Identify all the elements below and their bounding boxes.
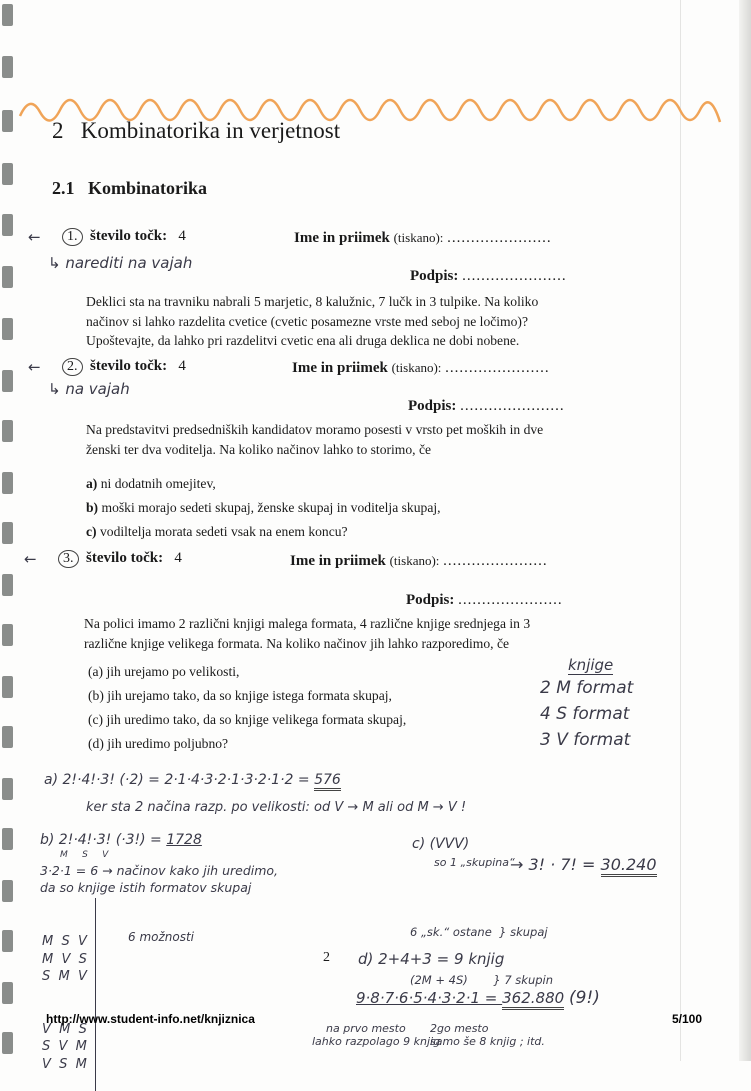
signature-field[interactable] — [408, 398, 565, 415]
list-item: a) ni dodatnih omejitev, — [86, 476, 216, 491]
solution-c-formula: → 3! · 7! = 30.240 — [510, 855, 657, 874]
chapter-heading — [52, 118, 340, 144]
handwritten-books-table: knjige 2 M format 4 S format 3 V format — [540, 656, 634, 750]
solution-d-formula: 9·8·7·6·5·4·3·2·1 = 362.880 (9!) — [356, 988, 600, 1008]
solution-c-explanation: 6 „sk.“ ostane } skupaj (2M + 4S) } 7 skupin — [410, 925, 554, 987]
name-dots: ...................... — [443, 553, 548, 569]
chapter-number: 2 — [52, 118, 64, 143]
points-value: 4 — [178, 358, 186, 374]
text-line: Upoštevajte, da lahko pri razdelitvi cvetic ena ali druga deklica ne dobi nobene. — [86, 333, 520, 348]
name-note: (tiskano): — [391, 360, 442, 375]
list-item: (a) jih urejamo po velikosti, — [88, 664, 240, 679]
solution-d-note-2: 2go mesto samo še 8 knjig ; itd. — [430, 1022, 545, 1048]
solution-d: d) 2+4+3 = 9 knjig — [358, 950, 505, 968]
name-label: Ime in priimek — [292, 360, 388, 376]
handwritten-note: ↳ narediti na vajah — [48, 254, 193, 272]
signature-label: Podpis: — [410, 268, 459, 284]
points-label: število točk: — [90, 358, 168, 374]
solution-c-note: so 1 „skupina“ — [434, 856, 515, 869]
solution-c: c) (VVV) — [412, 836, 470, 852]
signature-field[interactable] — [410, 268, 567, 285]
name-field[interactable] — [294, 230, 552, 247]
page-margin-line — [680, 0, 681, 1061]
points-value: 4 — [178, 228, 186, 244]
list-item: c) vodiltelja morata sedeti vsak na enem koncu? — [86, 524, 348, 539]
problem-1-header — [62, 228, 186, 246]
name-dots: ...................... — [447, 230, 552, 246]
problem-3-items — [88, 660, 406, 756]
footer-page-counter: 5/100 — [672, 1012, 703, 1026]
solution-d-note-1: na prvo mesto lahko razpolago 9 knjig — [312, 1022, 441, 1048]
list-item: (d) jih uredimo poljubno? — [88, 736, 229, 751]
signature-label: Podpis: — [406, 592, 455, 608]
permutations-list: M S V M V S S M V V M S S V M V S M — [42, 898, 96, 1091]
solution-b-note: 3·2·1 = 6 → načinov kako jih uredimo, da so knjige istih formatov skupaj — [40, 863, 279, 895]
list-item: (b) jih urejamo tako, da so knjige istega formata skupaj, — [88, 688, 392, 703]
arrow-mark-icon: ← — [24, 550, 37, 568]
section-title: Kombinatorika — [88, 178, 208, 198]
problem-2-header — [62, 358, 186, 376]
problem-number: 3. — [58, 550, 79, 568]
problem-2-items — [86, 472, 441, 544]
points-label: število točk: — [90, 228, 168, 244]
problem-1-text — [86, 292, 646, 351]
list-item: b) moški morajo sedeti skupaj, ženske skupaj in voditelja skupaj, — [86, 500, 441, 515]
problem-number: 1. — [62, 228, 83, 246]
problem-2-text — [86, 420, 646, 459]
signature-dots: ...................... — [458, 592, 563, 608]
text-line: Na predstavitvi predsedniških kandidatov moramo posesti v vrsto pet moških in dve — [86, 422, 544, 437]
permutations-note: 6 možnosti — [128, 930, 195, 944]
list-item: (c) jih uredimo tako, da so knjige velikega formata skupaj, — [88, 712, 407, 727]
text-line: Na polici imamo 2 različni knjigi malega formata, 4 različne knjige srednjega in 3 — [84, 616, 531, 631]
problem-3-text — [84, 614, 644, 653]
solution-a-note: ker sta 2 načina razp. po velikosti: od V → M ali od M → V ! — [86, 800, 467, 815]
page-number: 2 — [323, 950, 330, 965]
solution-a: a) 2!·4!·3! (·2) = 2·1·4·3·2·1·3·2·1·2 = 576 — [44, 772, 341, 788]
signature-dots: ...................... — [460, 398, 565, 414]
name-field[interactable] — [292, 360, 550, 377]
solution-b-subscripts: M S V — [60, 850, 109, 860]
name-note: (tiskano): — [389, 553, 440, 568]
page-edge-shadow — [739, 0, 751, 1061]
text-line: načinov si lahko razdelita cvetice (cvetic posamezne vrste med seboj ne ločimo)? — [86, 313, 528, 329]
name-dots: ...................... — [445, 360, 550, 376]
name-note: (tiskano): — [393, 230, 444, 245]
signature-label: Podpis: — [408, 398, 457, 414]
text-line: različne knjige velikega formata. Na koliko načinov jih lahko razporedimo, če — [84, 635, 510, 651]
signature-field[interactable] — [406, 592, 563, 609]
name-label: Ime in priimek — [290, 553, 386, 569]
chapter-title: Kombinatorika in verjetnost — [80, 118, 341, 143]
footer-url[interactable]: http://www.student-info.net/knjiznica — [46, 1012, 255, 1026]
problem-3-header — [58, 550, 182, 568]
section-number: 2.1 — [52, 178, 75, 198]
name-field[interactable] — [290, 553, 548, 570]
problem-number: 2. — [62, 358, 83, 376]
handwritten-note: ↳ na vajah — [48, 380, 130, 398]
text-line: Deklici sta na travniku nabrali 5 marjetic, 8 kalužnic, 7 lučk in 3 tulpike. Na koliko — [86, 294, 539, 309]
solution-b: b) 2!·4!·3! (·3!) = 1728 — [40, 832, 202, 848]
text-line: ženski ter dva voditelja. Na koliko načinov lahko to storimo, če — [86, 441, 432, 457]
signature-dots: ...................... — [462, 268, 567, 284]
arrow-mark-icon: ← — [28, 358, 41, 376]
points-label: število točk: — [86, 550, 164, 566]
points-value: 4 — [174, 550, 182, 566]
arrow-mark-icon: ← — [28, 228, 41, 246]
name-label: Ime in priimek — [294, 230, 390, 246]
section-heading — [52, 178, 207, 199]
